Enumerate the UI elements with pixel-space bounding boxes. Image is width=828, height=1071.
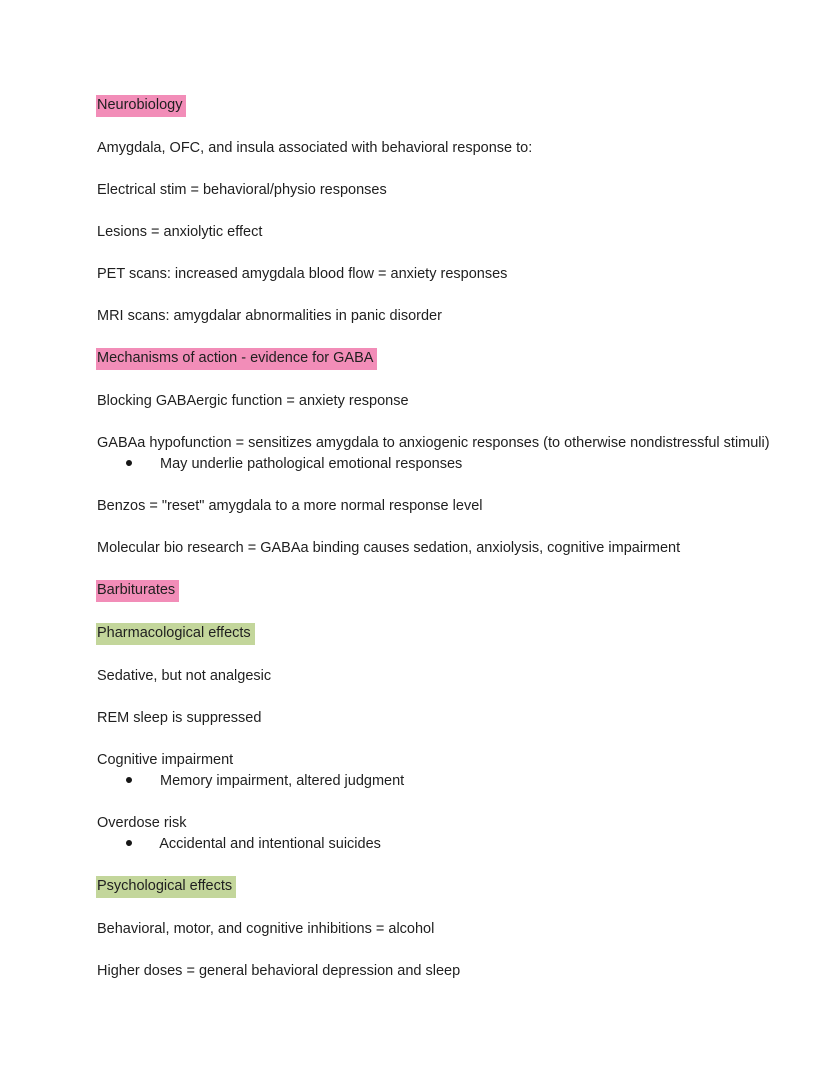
bullet-icon [126,777,132,783]
paragraph [97,813,738,855]
section-heading [97,623,738,645]
paragraph [97,433,770,475]
paragraph-text: Molecular bio research = GABAa binding causes sedation, anxiolysis, cognitive impairment [97,540,681,556]
bullet-item [97,834,738,855]
highlighted-heading-text: Pharmacological effects [96,623,255,645]
paragraph-text: Lesions = anxiolytic effect [97,224,263,240]
paragraph [97,750,738,792]
paragraph [97,391,738,412]
paragraph [97,180,738,201]
bullet-item [97,771,738,792]
paragraph [97,961,738,982]
paragraph [97,264,738,285]
paragraph [97,666,738,687]
highlighted-heading-text: Neurobiology [96,95,186,117]
paragraph [97,306,738,327]
paragraph-text: Electrical stim = behavioral/physio responses [97,182,387,198]
paragraph-text: Sedative, but not analgesic [97,668,272,684]
bullet-text: Memory impairment, altered judgment [160,773,405,789]
bullet-text: May underlie pathological emotional responses [160,456,463,472]
paragraph [97,538,738,559]
paragraph [97,138,738,159]
section-heading [97,95,738,117]
bullet-icon [126,840,132,846]
section-heading [97,580,738,602]
paragraph [97,708,738,729]
paragraph [97,919,738,940]
bullet-text: Accidental and intentional suicides [159,836,381,852]
paragraph-text: GABAa hypofunction = sensitizes amygdala to anxiogenic responses (to otherwise nondistressful stimuli) [97,435,770,451]
paragraph-text: Benzos = "reset" amygdala to a more normal response level [97,498,483,514]
bullet-icon [126,460,132,466]
highlighted-heading-text: Psychological effects [96,876,236,898]
paragraph-text: REM sleep is suppressed [97,710,262,726]
paragraph-text: PET scans: increased amygdala blood flow = anxiety responses [97,266,508,282]
highlighted-heading-text: Mechanisms of action - evidence for GABA [96,348,377,370]
paragraph [97,222,738,243]
paragraph-text: Blocking GABAergic function = anxiety response [97,393,409,409]
section-heading [97,876,738,898]
section-heading [97,348,738,370]
bullet-item [97,454,738,475]
paragraph [97,496,738,517]
highlighted-heading-text: Barbiturates [96,580,179,602]
paragraph-text: Higher doses = general behavioral depression and sleep [97,963,461,979]
paragraph-text: Overdose risk [97,815,187,831]
paragraph-text: Cognitive impairment [97,752,234,768]
paragraph-text: Amygdala, OFC, and insula associated with behavioral response to: [97,140,533,156]
paragraph-text: Behavioral, motor, and cognitive inhibitions = alcohol [97,921,435,937]
paragraph-text: MRI scans: amygdalar abnormalities in panic disorder [97,308,442,324]
